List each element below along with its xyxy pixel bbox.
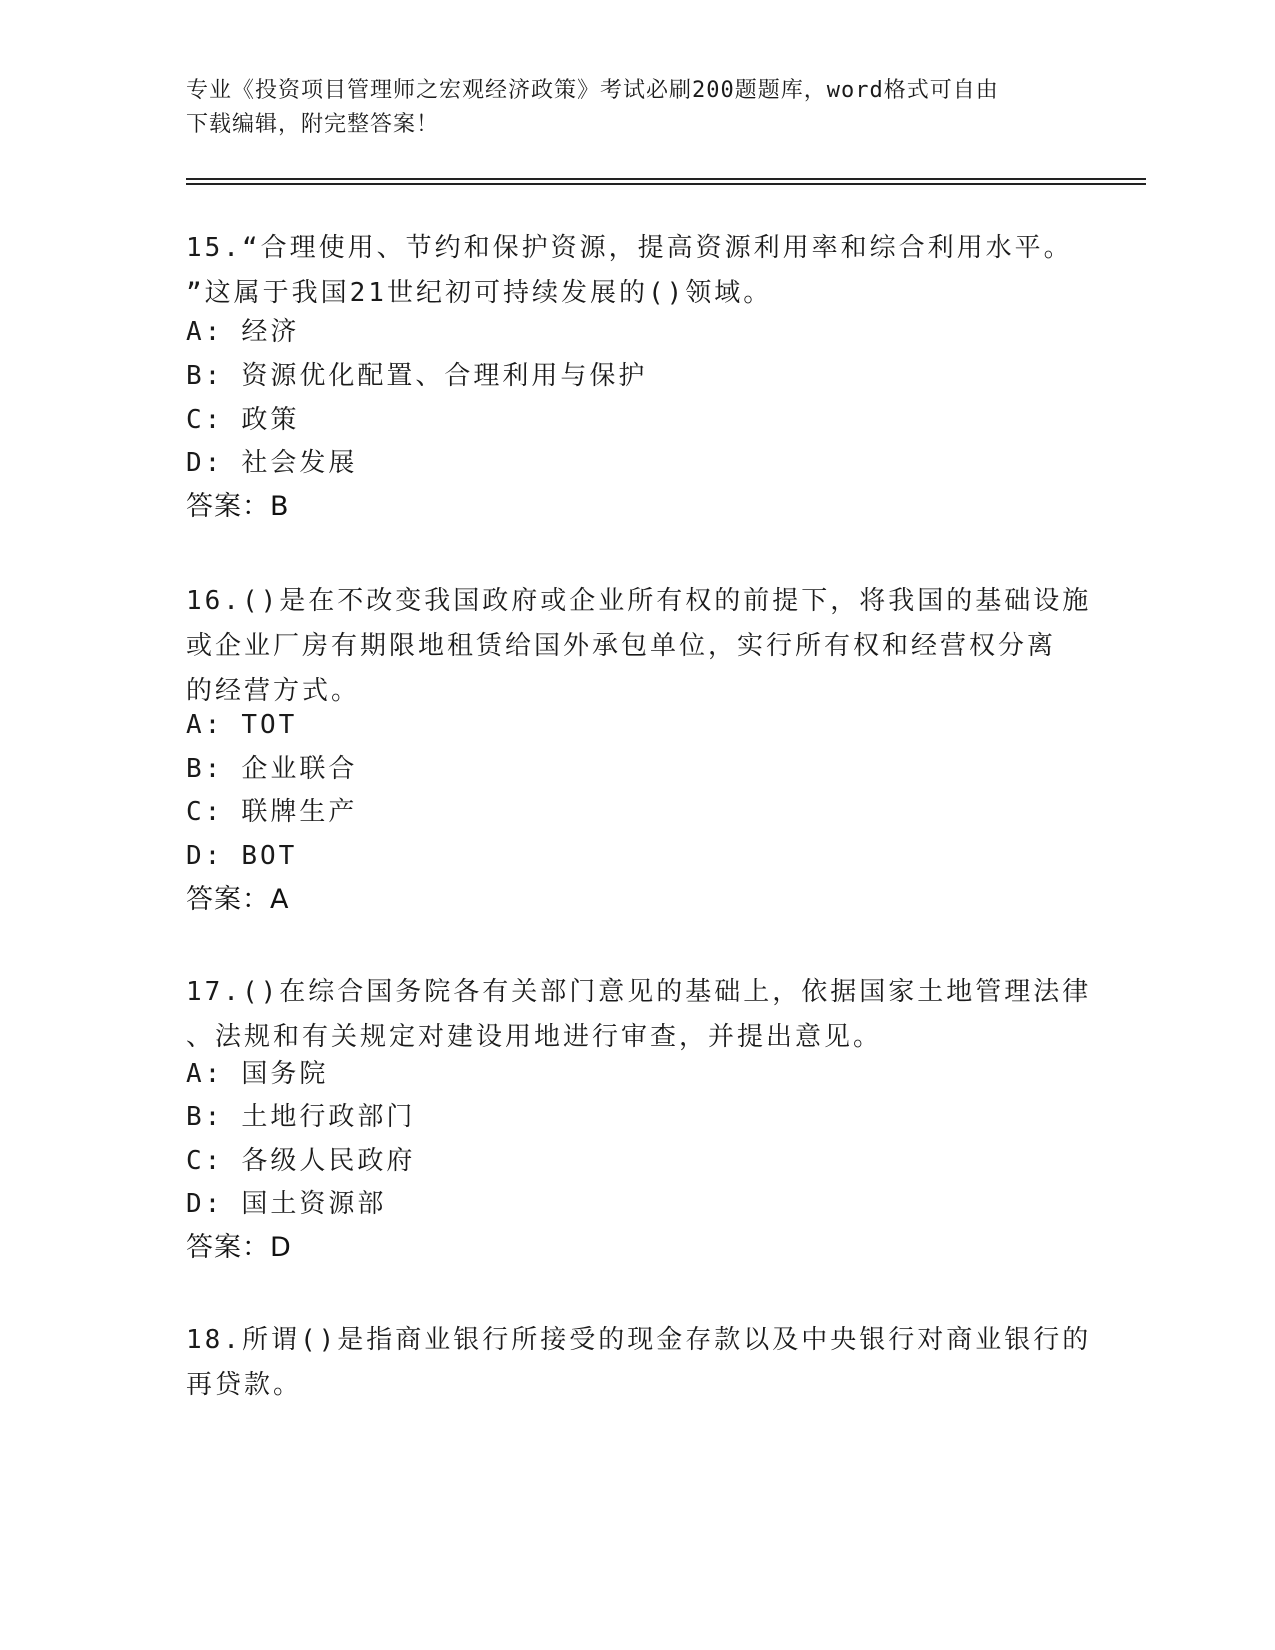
question-16-text: [186, 579, 1091, 714]
option-letter: B:: [186, 1102, 224, 1132]
option-letter: B:: [186, 754, 224, 784]
question-line: 15.“合理使用、节约和保护资源，提高资源利用率和综合利用水平。: [186, 233, 1073, 263]
option-text: 国土资源部: [241, 1189, 387, 1219]
option-text: 社会发展: [241, 448, 358, 478]
option-letter: A:: [186, 317, 224, 347]
question-17-option-d: [186, 1188, 386, 1220]
question-15-text: [186, 226, 1073, 316]
question-15-option-d: [186, 447, 357, 479]
option-letter: B:: [186, 361, 224, 391]
option-letter: A:: [186, 710, 224, 740]
header-divider-bottom: [186, 183, 1146, 185]
option-letter: D:: [186, 448, 224, 478]
option-text: 政策: [241, 405, 300, 435]
question-16-option-c: [186, 796, 357, 828]
question-line: 17.()在综合国务院各有关部门意见的基础上，依据国家土地管理法律: [186, 977, 1092, 1007]
question-line: ”这属于我国21世纪初可持续发展的()领域。: [186, 278, 773, 308]
question-line: 16.()是在不改变我国政府或企业所有权的前提下，将我国的基础设施: [186, 586, 1092, 616]
question-15-option-a: [186, 316, 299, 348]
question-15-option-b: [186, 360, 647, 392]
document-header: [186, 74, 1066, 142]
option-text: 各级人民政府: [241, 1146, 416, 1176]
option-letter: C:: [186, 1146, 224, 1176]
question-16-answer: 答案：A: [186, 884, 290, 915]
option-text: 资源优化配置、合理利用与保护: [241, 361, 648, 391]
question-line: 或企业厂房有期限地租赁给国外承包单位，实行所有权和经营权分离: [186, 631, 1057, 661]
question-line: 再贷款。: [186, 1370, 303, 1400]
question-15-option-c: [186, 404, 299, 436]
question-line: 的经营方式。: [186, 676, 361, 706]
question-17-option-c: [186, 1145, 415, 1177]
question-line: 、法规和有关规定对建设用地进行审查，并提出意见。: [186, 1022, 883, 1052]
header-line-1: 专业《投资项目管理师之宏观经济政策》考试必刷200题题库，word格式可自由: [186, 78, 999, 103]
option-text: 国务院: [241, 1059, 329, 1089]
option-text: 经济: [241, 317, 300, 347]
option-letter: D:: [186, 1189, 224, 1219]
option-letter: C:: [186, 405, 224, 435]
question-16-option-b: [186, 753, 357, 785]
header-divider-top: [186, 178, 1146, 180]
question-18-text: [186, 1318, 1091, 1408]
option-text: 联牌生产: [241, 797, 358, 827]
option-text: 土地行政部门: [241, 1102, 416, 1132]
option-text: 企业联合: [241, 754, 358, 784]
question-line: 18.所谓()是指商业银行所接受的现金存款以及中央银行对商业银行的: [186, 1325, 1092, 1355]
option-text: TOT: [241, 710, 298, 740]
question-17-option-b: [186, 1101, 415, 1133]
question-16-option-a: [186, 709, 297, 741]
question-17-answer: 答案：D: [186, 1232, 292, 1263]
question-17-option-a: [186, 1058, 328, 1090]
option-text: BOT: [241, 841, 298, 871]
option-letter: C:: [186, 797, 224, 827]
question-15-answer: 答案：B: [186, 491, 290, 522]
question-17-text: [186, 970, 1091, 1060]
question-16-option-d: [186, 840, 297, 872]
header-line-2: 下载编辑，附完整答案！: [186, 112, 440, 137]
option-letter: A:: [186, 1059, 224, 1089]
option-letter: D:: [186, 841, 224, 871]
